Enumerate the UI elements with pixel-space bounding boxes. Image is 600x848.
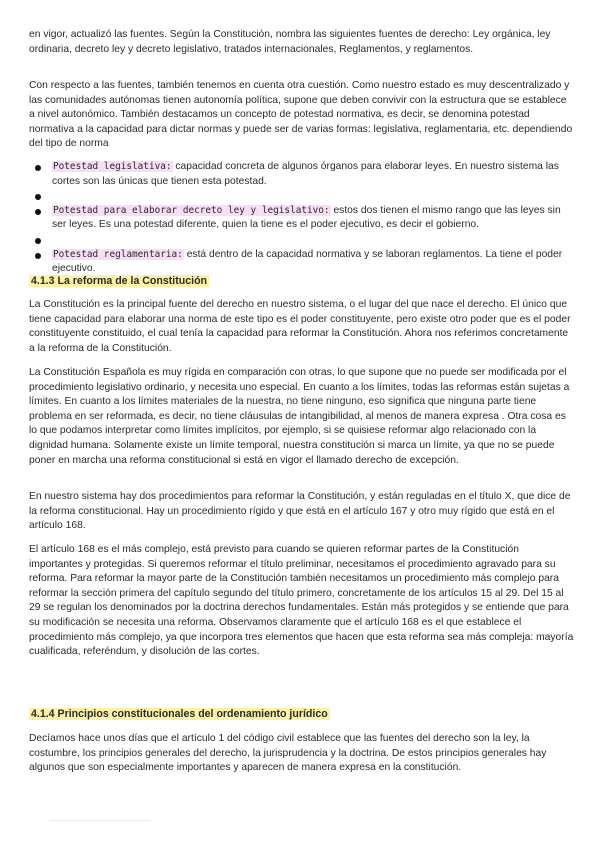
list-item (52, 160, 574, 189)
section-heading-principios (29, 707, 330, 721)
potestades-list (52, 160, 574, 277)
list-item (52, 204, 574, 233)
divider (50, 820, 150, 821)
term-highlight: Potestad para elaborar decreto ley y legislativo: (53, 204, 330, 216)
list-item (52, 189, 574, 204)
list-item-text: capacidad concreta de algunos órganos para elaborar leyes. En nuestro sistema las cortes son las únicas que tienen esta potestad. (52, 161, 559, 187)
list-item-text: estos dos tienen el mismo rango que las leyes sin ser leyes. Es una potestad diferente, quien la tiene es el poder ejecutivo, es decir el gobierno. (52, 204, 561, 231)
paragraph-potestad-normativa: Con respecto a las fuentes, también tenemos en cuenta otra cuestión. Como nuestro estado es muy descentralizado y las comunidades autónomas tienen autonomía política, supone que deben convivir con la estructura que se establece a nivel autonómico. También destacamos un concepto de potestad normativa, es decir, se denomina potestad normativa a la capacidad para dictar normas y puede ser de varias formas: legislativa, reglamentaria, etc. dependiendo del tipo de norma (29, 80, 573, 150)
heading-highlight: 4.1.4 Principios constitucionales del ordenamiento jurídico (31, 708, 328, 720)
paragraph-fuentes-intro: en vigor, actualizó las fuentes. Según la Constitución, nombra las siguientes fuentes de derecho: Ley orgánica, ley ordinaria, decreto ley y decreto legislativo, tratados internacionales, Reglamentos, y reglamentos. (29, 29, 551, 55)
list-item (52, 248, 574, 277)
term-highlight: Potestad reglamentaria: (53, 248, 183, 260)
heading-highlight: 4.1.3 La reforma de la Constitución (31, 275, 208, 287)
paragraph-codigo-civil: Decíamos hace unos días que el artículo 1 del código civil establece que las fuentes del derecho son la ley, la costumbre, los principios generales del derecho, la jurisprudencia y la doctrina. De estos principios generales hay algunos que son especialmente importantes y aparecen de manera expresa en la constitución. (29, 733, 547, 774)
paragraph-constitucion-fuente: La Constitución es la principal fuente del derecho en nuestro sistema, o el lugar del que nace el derecho. El único que tiene capacidad para elaborar una norma de este tipo es el poder constituyente, pero existe otro poder que es el poder constituyente constituido, el cual tenía la capacidad para reformar la Constitución. Ahora nos referimos concretamente a la reforma de la Constitución. (29, 299, 571, 354)
list-item (52, 233, 574, 248)
section-heading-reforma (29, 274, 209, 288)
paragraph-articulo-168: El artículo 168 es el más complejo, está previsto para cuando se quieren reformar partes de la Constitución importantes y protegidas. Si queremos reformar el título preliminar, necesitamos el procedimiento agravado para su reforma. Para reformar la mayor parte de la Constitución también necesitamos un procedimiento más complejo para reformar la sección primera del capítulo segundo del título primero, concretamente de los artículos 15 al 29. Del 15 al 29 se regulan los denominados por la doctrina derechos fundamentales. Están más protegidos y se entiende que para su modificación se necesita una reforma. Observamos claramente que el artículo 168 es el que establece el procedimiento más complejo, ya que incorpora tres elementos que hacen que esta reforma sea más compleja: mayoría cualificada, referéndum, y disolución de las cortes. (29, 544, 574, 658)
paragraph-rigidez: La Constitución Española es muy rígida en comparación con otras, lo que supone que no puede ser modificada por el procedimiento legislativo ordinario, y necesita uno especial. En cuanto a los límites, todas las reformas están sujetas a límites. En cuanto a los límites materiales de la nuestra, no tiene ninguno, eso significa que ninguna parte tiene problema en ser reformada, es decir, no tiene cláusulas de intangibilidad, al menos de manera expresa . Otra cosa es lo que podamos interpretar como límites implícitos, por ejemplo, si se quisiese reformar algo relacionado con la dignidad humana. Solamente existe un límite temporal, nuestra constitución si marca un límite, ya que no se puede poner en marcha una reforma constitucional si está en vigor el llamado derecho de excepción. (29, 367, 570, 466)
paragraph-procedimientos: En nuestro sistema hay dos procedimientos para reformar la Constitución, y están reguladas en el título X, que dice de la reforma constitucional. Hay un procedimiento rígido y que está en el artículo 167 y otro muy rígido que está en el artículo 168. (29, 491, 571, 532)
list-item-text: está dentro de la capacidad normativa y se laboran reglamentos. La tiene el poder ejecutivo. (52, 248, 563, 275)
term-highlight: Potestad legislativa: (53, 161, 172, 172)
